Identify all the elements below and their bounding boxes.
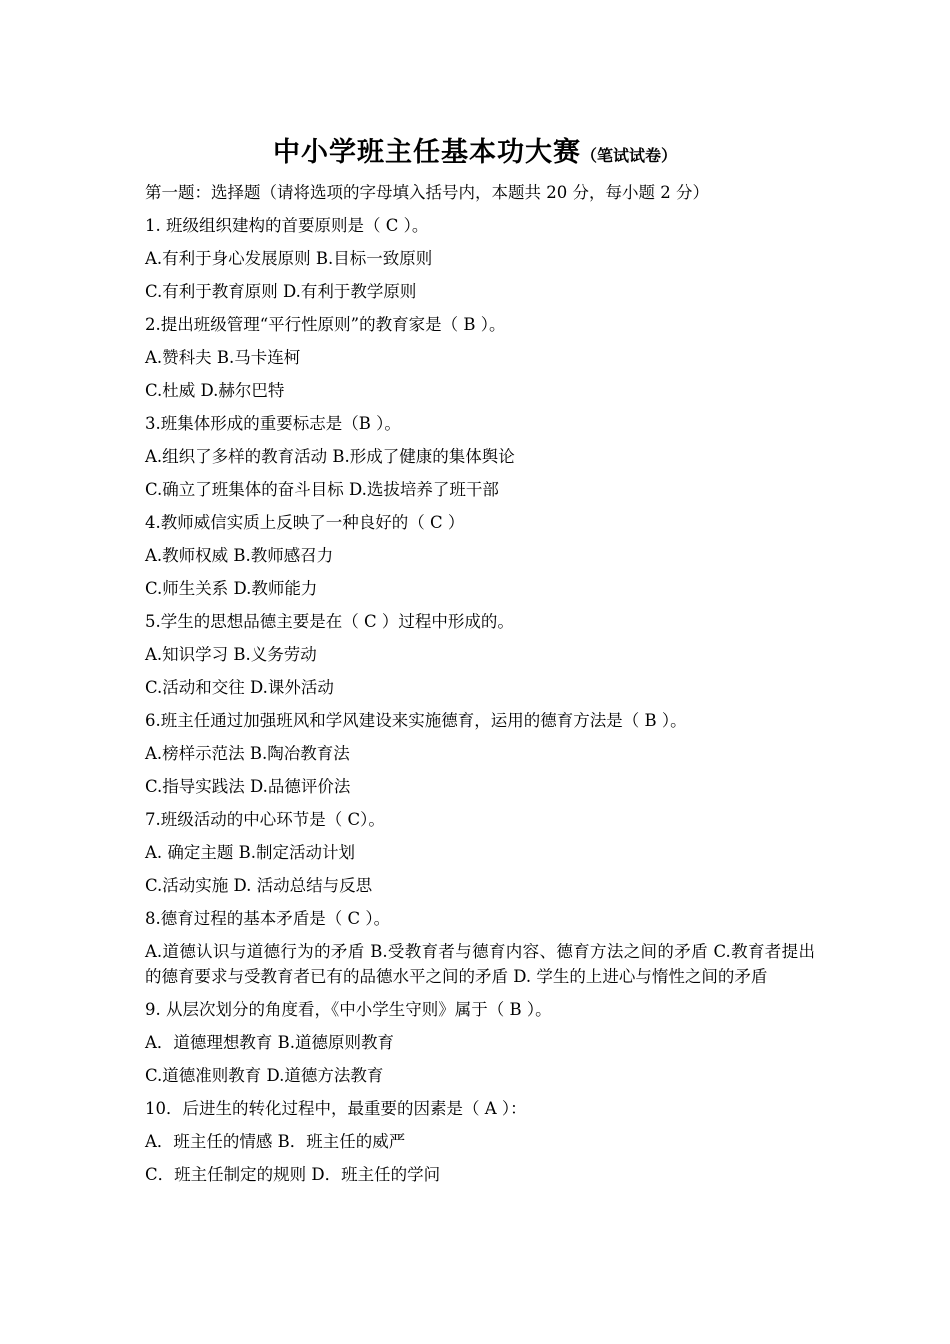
- section-heading: 第一题：选择题（请将选项的字母填入括号内，本题共 20 分，每小题 2 分）: [145, 183, 709, 202]
- question-5-options-cd: C.活动和交往 D.课外活动: [145, 678, 334, 697]
- question-2: 2.提出班级管理“平行性原则”的教育家是（ B ）。: [145, 315, 506, 334]
- document-body: [145, 180, 815, 1195]
- question-5-options-ab: A.知识学习 B.义务劳动: [145, 645, 317, 664]
- question-1-options-ab: A.有利于身心发展原则 B.目标一致原则: [145, 249, 433, 268]
- question-6-options-ab: A.榜样示范法 B.陶冶教育法: [145, 744, 350, 763]
- question-4: 4.教师威信实质上反映了一种良好的（ C ）: [145, 513, 465, 532]
- question-10-options-cd: C．班主任制定的规则 D．班主任的学问: [145, 1165, 441, 1184]
- question-7: 7.班级活动的中心环节是（ C）。: [145, 810, 385, 829]
- question-6: 6.班主任通过加强班风和学风建设来实施德育，运用的德育方法是（ B ）。: [145, 711, 687, 730]
- question-10-options-ab: A．班主任的情感 B．班主任的威严: [145, 1132, 406, 1151]
- question-3-options-ab: A.组织了多样的教育活动 B.形成了健康的集体舆论: [145, 447, 515, 466]
- question-3-options-cd: C.确立了班集体的奋斗目标 D.选拔培养了班干部: [145, 480, 499, 499]
- question-4-options-cd: C.师生关系 D.教师能力: [145, 579, 318, 598]
- question-9-options-cd: C.道德准则教育 D.道德方法教育: [145, 1066, 384, 1085]
- question-7-options-ab: A. 确定主题 B.制定活动计划: [145, 843, 356, 862]
- question-4-options-ab: A.教师权威 B.教师感召力: [145, 546, 334, 565]
- question-8-options: A.道德认识与道德行为的矛盾 B.受教育者与德育内容、德育方法之间的矛盾 C.教育者提出的德育要求与受教育者已有的品德水平之间的矛盾 D. 学生的上进心与惰性之间的矛盾: [145, 942, 815, 986]
- question-3: 3.班集体形成的重要标志是（B ）。: [145, 414, 401, 433]
- question-2-options-ab: A.赞科夫 B.马卡连柯: [145, 348, 301, 367]
- title-main: 中小学班主任基本功大赛: [272, 137, 581, 168]
- question-8: 8.德育过程的基本矛盾是（ C ）。: [145, 909, 391, 928]
- question-1: 1. 班级组织建构的首要原则是（ C ）。: [145, 216, 429, 235]
- question-5: 5.学生的思想品德主要是在（ C ）过程中形成的。: [145, 612, 514, 631]
- document-title: [0, 130, 950, 169]
- question-9: 9. 从层次划分的角度看，《中小学生守则》属于（ B ）。: [145, 1000, 552, 1019]
- question-7-options-cd: C.活动实施 D. 活动总结与反思: [145, 876, 373, 895]
- title-subtitle: （笔试试卷）: [580, 146, 677, 165]
- question-6-options-cd: C.指导实践法 D.品德评价法: [145, 777, 351, 796]
- question-10: 10．后进生的转化过程中，最重要的因素是（ A ）：: [145, 1099, 527, 1118]
- question-2-options-cd: C.杜威 D.赫尔巴特: [145, 381, 285, 400]
- question-1-options-cd: C.有利于教育原则 D.有利于教学原则: [145, 282, 417, 301]
- question-9-options-ab: A．道德理想教育 B.道德原则教育: [145, 1033, 395, 1052]
